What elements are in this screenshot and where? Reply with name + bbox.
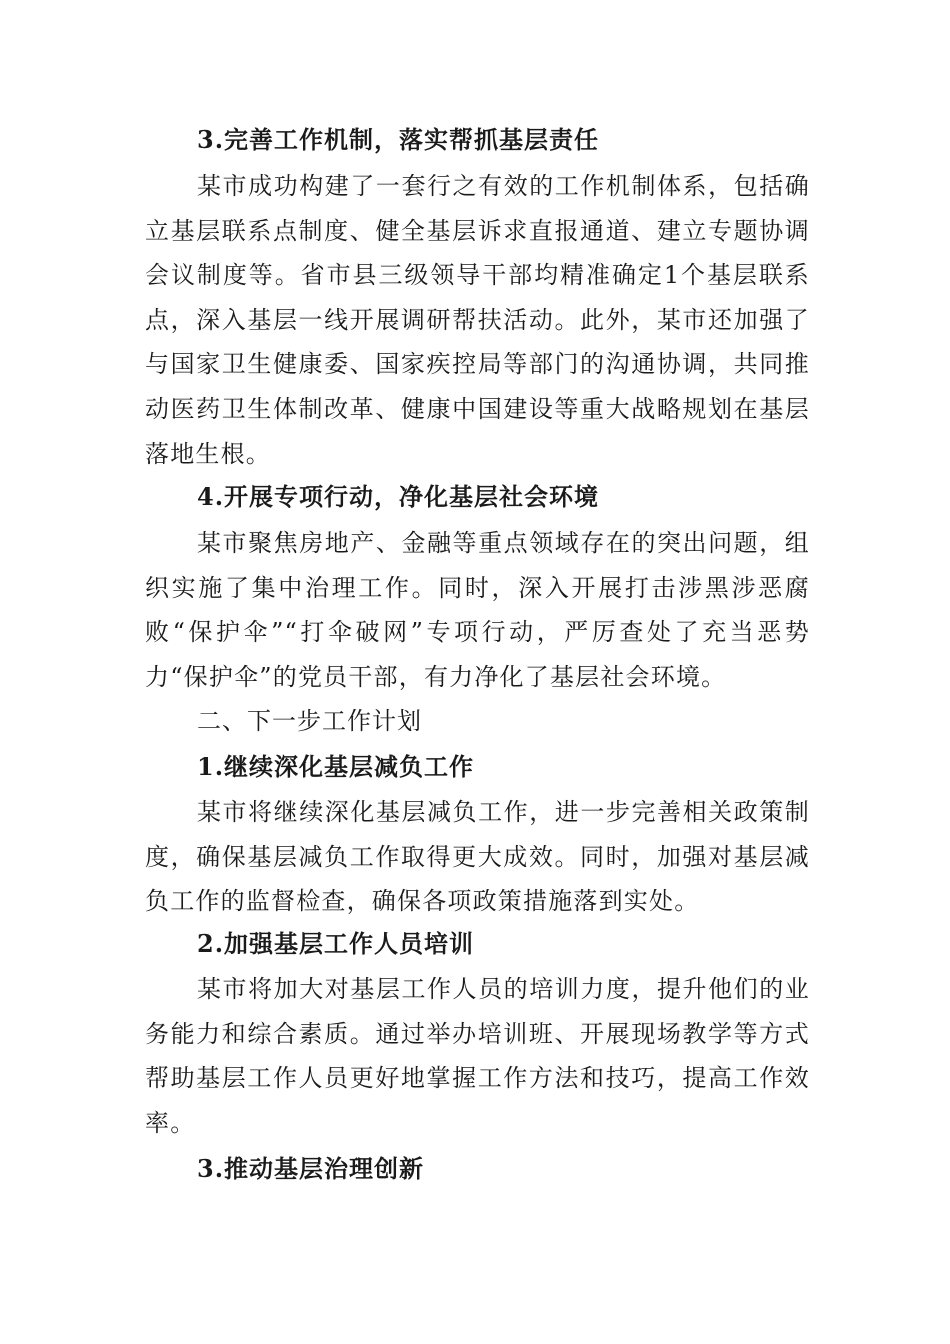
paragraph-work-mechanism: 某市成功构建了一套行之有效的工作机制体系，包括确立基层联系点制度、健全基层诉求直报通道、建立专题协调会议制度等。省市县三级领导干部均精准确定1个基层联系点，深入基层一线开展调研帮扶活动。此外，某市还加强了与国家卫生健康委、国家疾控局等部门的沟通协调，共同推动医药卫生体制改革、健康中国建设等重大战略规划在基层落地生根。 (145, 172, 810, 468)
subheading-special-action: 4.开展专项行动，净化基层社会环境 (197, 482, 600, 511)
subheading-reduce-burden: 1.继续深化基层减负工作 (197, 752, 475, 781)
subheading-staff-training: 2.加强基层工作人员培训 (197, 929, 475, 958)
subheading-improve-mechanism: 3.完善工作机制，落实帮抓基层责任 (197, 125, 600, 154)
paragraph-special-action: 某市聚焦房地产、金融等重点领域存在的突出问题，组织实施了集中治理工作。同时，深入开展打击涉黑涉恶腐败“保护伞”“打伞破网”专项行动，严厉查处了充当恶势力“保护伞”的党员干部，有力净化了基层社会环境。 (145, 529, 810, 691)
section-heading-next-plan: 二、下一步工作计划 (197, 707, 422, 735)
paragraph-staff-training: 某市将加大对基层工作人员的培训力度，提升他们的业务能力和综合素质。通过举办培训班、开展现场教学等方式帮助基层工作人员更好地掌握工作方法和技巧，提高工作效率。 (145, 975, 810, 1137)
subheading-governance-innovation: 3.推动基层治理创新 (197, 1154, 425, 1183)
paragraph-reduce-burden: 某市将继续深化基层减负工作，进一步完善相关政策制度，确保基层减负工作取得更大成效。同时，加强对基层减负工作的监督检查，确保各项政策措施落到实处。 (145, 798, 810, 916)
